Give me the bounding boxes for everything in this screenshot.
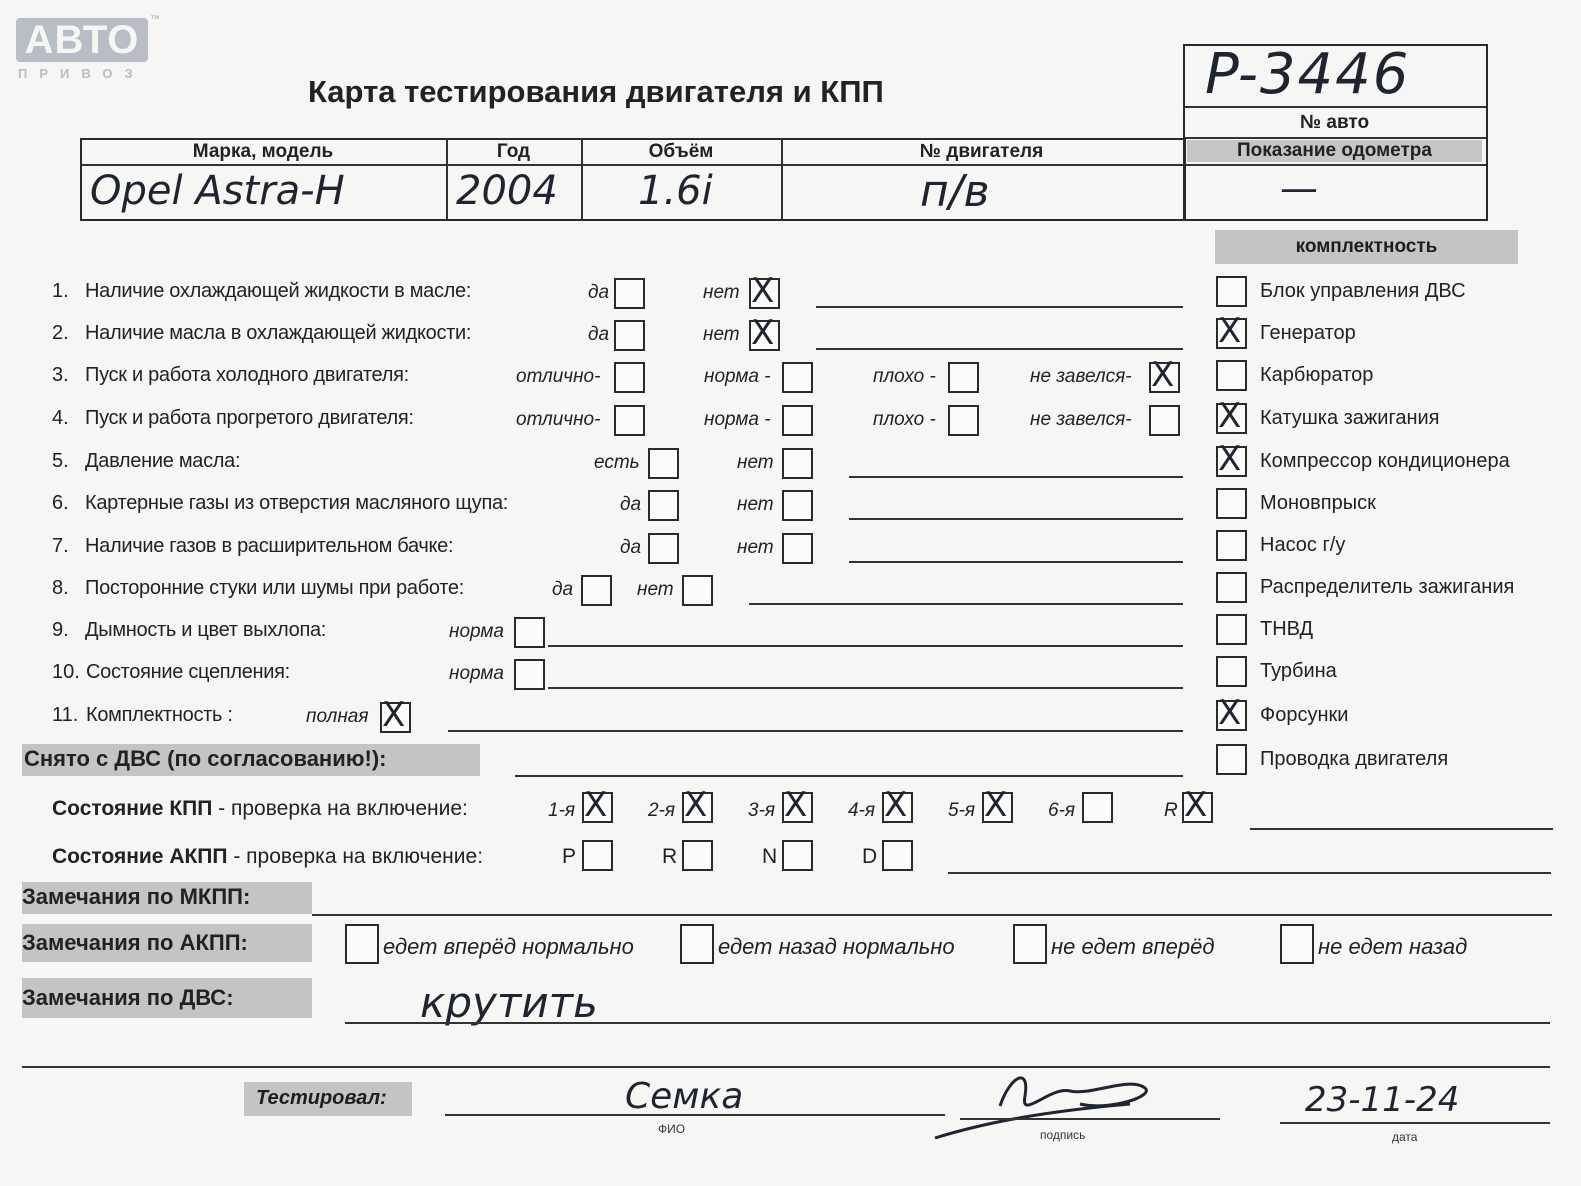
kit-item-label: Блок управления ДВС xyxy=(1260,280,1466,302)
option-checkbox[interactable] xyxy=(948,405,979,436)
volume-label: Объём xyxy=(648,141,714,162)
answer-line xyxy=(548,645,1183,647)
tester-name: Семка xyxy=(625,1076,744,1117)
option-label: да xyxy=(620,537,642,558)
notes-akpp-label: Замечания по АКПП: xyxy=(22,930,248,955)
kpp-gear-label: R xyxy=(1164,800,1178,821)
option-label: полная xyxy=(306,706,369,727)
logo-trademark: ™ xyxy=(150,14,160,25)
kit-checkbox-9[interactable] xyxy=(1216,656,1247,687)
question-number: 10. xyxy=(52,661,80,683)
kpp-gear-label: 2-я xyxy=(648,800,676,821)
notes-mkpp-label: Замечания по МКПП: xyxy=(22,884,251,909)
car-number-label: № авто xyxy=(1299,112,1370,133)
question-text: Картерные газы из отверстия масляного щупа: xyxy=(85,492,509,514)
logo: АВТО xyxy=(16,18,148,62)
option-label: нет xyxy=(737,452,774,473)
option-label: отлично- xyxy=(516,366,601,387)
option-checkbox[interactable] xyxy=(648,533,679,564)
option-checkbox[interactable] xyxy=(782,362,813,393)
question-number: 4. xyxy=(52,407,69,429)
akpp-mode-label: R xyxy=(662,845,678,868)
option-checkbox[interactable] xyxy=(514,617,545,648)
question-text: Наличие охлаждающей жидкости в масле: xyxy=(85,280,472,302)
kit-checkbox-7[interactable] xyxy=(1216,572,1247,603)
kpp-gear-label: 4-я xyxy=(848,800,876,821)
check-mark: X xyxy=(984,785,1008,825)
kit-item-label: Компрессор кондиционера xyxy=(1260,450,1510,472)
check-mark: X xyxy=(751,271,775,311)
akpp-mode-label: N xyxy=(762,845,778,868)
option-checkbox[interactable] xyxy=(648,448,679,479)
check-mark: X xyxy=(584,785,608,825)
notes-dvs-label: Замечания по ДВС: xyxy=(22,985,234,1010)
check-mark: X xyxy=(1218,693,1242,733)
date-label: дата xyxy=(1392,1130,1418,1144)
kit-item-label: ТНВД xyxy=(1260,618,1314,640)
akpp-mode-label: P xyxy=(562,845,577,868)
check-mark: X xyxy=(1218,439,1242,479)
kpp-gear-label: 3-я xyxy=(748,800,776,821)
option-checkbox[interactable] xyxy=(782,448,813,479)
check-mark: X xyxy=(1218,396,1242,436)
akpp-mode-checkbox[interactable] xyxy=(882,840,913,871)
check-mark: X xyxy=(382,695,406,735)
option-label: нет xyxy=(637,579,674,600)
question-number: 9. xyxy=(52,619,69,641)
option-label: да xyxy=(620,494,642,515)
question-text: Комплектность : xyxy=(86,704,233,726)
notes-dvs-value: крутить xyxy=(420,978,598,1027)
kit-checkbox-8[interactable] xyxy=(1216,614,1247,645)
akpp-note-checkbox[interactable] xyxy=(345,924,379,964)
option-checkbox[interactable] xyxy=(1149,405,1180,436)
question-number: 6. xyxy=(52,492,69,514)
option-label: не завелся- xyxy=(1030,366,1132,387)
akpp-mode-label: D xyxy=(862,845,878,868)
option-label: да xyxy=(588,324,610,345)
kpp-gear-label: 1-я xyxy=(548,800,576,821)
option-checkbox[interactable] xyxy=(782,405,813,436)
kit-item-label: Распределитель зажигания xyxy=(1260,576,1515,598)
make-model-label: Марка, модель xyxy=(192,141,334,162)
odometer-label: Показание одометра xyxy=(1237,140,1432,161)
akpp-label: Состояние АКПП - проверка на включение: xyxy=(52,845,484,868)
make-model-value: Opel Astra-H xyxy=(90,168,345,214)
logo-subtitle: ПРИВОЗ xyxy=(18,66,145,81)
option-checkbox[interactable] xyxy=(614,320,645,351)
signature-label: подпись xyxy=(1040,1128,1086,1142)
kit-item-label: Моновпрыск xyxy=(1260,492,1376,514)
akpp-note-label: не едет назад xyxy=(1318,934,1468,959)
option-checkbox[interactable] xyxy=(614,278,645,309)
option-label: не завелся- xyxy=(1030,409,1132,430)
option-label: отлично- xyxy=(516,409,601,430)
answer-line xyxy=(849,561,1183,563)
option-checkbox[interactable] xyxy=(948,362,979,393)
answer-line xyxy=(448,730,1183,732)
check-mark: X xyxy=(1184,785,1208,825)
question-number: 1. xyxy=(52,280,69,302)
engine-no-label: № двигателя xyxy=(919,141,1044,162)
odometer-value: — xyxy=(1280,166,1318,210)
kit-checkbox-2[interactable] xyxy=(1216,360,1247,391)
question-number: 2. xyxy=(52,322,69,344)
check-mark: X xyxy=(784,785,808,825)
year-label: Год xyxy=(496,141,531,162)
option-label: норма - xyxy=(704,366,771,387)
answer-line xyxy=(749,603,1183,605)
question-text: Состояние сцепления: xyxy=(86,661,290,683)
tested-by-label: Тестировал: xyxy=(256,1087,387,1109)
option-checkbox[interactable] xyxy=(782,533,813,564)
option-checkbox[interactable] xyxy=(682,575,713,606)
question-text: Дымность и цвет выхлопа: xyxy=(85,619,327,641)
kit-item-label: Насос г/у xyxy=(1260,534,1346,556)
option-label: норма xyxy=(449,621,504,642)
option-label: норма xyxy=(449,663,504,684)
kpp-gear-checkbox[interactable] xyxy=(1082,792,1113,823)
test-date: 23-11-24 xyxy=(1305,1080,1460,1120)
option-label: плохо - xyxy=(873,366,936,387)
akpp-note-label: едет назад нормально xyxy=(718,934,955,959)
option-label: есть xyxy=(594,452,640,473)
check-mark: X xyxy=(751,313,775,353)
option-label: нет xyxy=(703,282,740,303)
akpp-mode-checkbox[interactable] xyxy=(782,840,813,871)
question-text: Посторонние стуки или шумы при работе: xyxy=(85,577,464,599)
question-text: Наличие масла в охлаждающей жидкости: xyxy=(85,322,472,344)
option-checkbox[interactable] xyxy=(581,575,612,606)
question-text: Пуск и работа прогретого двигателя: xyxy=(85,407,414,429)
volume-value: 1.6i xyxy=(638,168,713,214)
question-number: 8. xyxy=(52,577,69,599)
question-number: 11. xyxy=(52,704,79,726)
kit-item-label: Катушка зажигания xyxy=(1260,407,1440,429)
akpp-note-checkbox[interactable] xyxy=(680,924,714,964)
check-mark: X xyxy=(1218,311,1242,351)
option-label: да xyxy=(552,579,574,600)
kit-checkbox-6[interactable] xyxy=(1216,530,1247,561)
option-label: плохо - xyxy=(873,409,936,430)
removed-label: Снято с ДВС (по согласованию!): xyxy=(24,746,387,771)
answer-line xyxy=(816,348,1183,350)
answer-line xyxy=(548,687,1183,689)
question-text: Пуск и работа холодного двигателя: xyxy=(85,364,409,386)
check-mark: X xyxy=(684,785,708,825)
kpp-gear-label: 5-я xyxy=(948,800,976,821)
option-label: нет xyxy=(737,494,774,515)
option-checkbox[interactable] xyxy=(614,405,645,436)
question-number: 3. xyxy=(52,364,69,386)
kit-item-label: Проводка двигателя xyxy=(1260,748,1449,770)
kpp-label: Состояние КПП - проверка на включение: xyxy=(52,797,468,820)
akpp-note-checkbox[interactable] xyxy=(1280,924,1314,964)
kit-item-label: Карбюратор xyxy=(1260,364,1374,386)
check-mark: X xyxy=(884,785,908,825)
year-value: 2004 xyxy=(456,168,558,214)
question-text: Наличие газов в расширительном бачке: xyxy=(85,535,454,557)
kit-item-label: Генератор xyxy=(1260,322,1356,344)
kpp-gear-label: 6-я xyxy=(1048,800,1076,821)
option-checkbox[interactable] xyxy=(614,362,645,393)
option-label: нет xyxy=(703,324,740,345)
check-mark: X xyxy=(1151,355,1175,395)
kit-checkbox-11[interactable] xyxy=(1216,744,1247,775)
question-number: 5. xyxy=(52,450,69,472)
akpp-mode-checkbox[interactable] xyxy=(682,840,713,871)
kit-item-label: Турбина xyxy=(1260,660,1337,682)
akpp-note-label: не едет вперёд xyxy=(1051,934,1215,959)
option-label: норма - xyxy=(704,409,771,430)
kit-item-label: Форсунки xyxy=(1260,704,1349,726)
question-number: 7. xyxy=(52,535,69,557)
option-label: да xyxy=(588,282,610,303)
kit-checkbox-0[interactable] xyxy=(1216,276,1247,307)
akpp-note-label: едет вперёд нормально xyxy=(383,934,634,959)
option-checkbox[interactable] xyxy=(648,490,679,521)
question-text: Давление масла: xyxy=(85,450,241,472)
form-title: Карта тестирования двигателя и КПП xyxy=(308,74,884,109)
engine-no-value: п/в xyxy=(920,166,990,217)
fio-label: ФИО xyxy=(658,1122,686,1136)
akpp-note-checkbox[interactable] xyxy=(1013,924,1047,964)
option-checkbox[interactable] xyxy=(782,490,813,521)
answer-line xyxy=(849,518,1183,520)
kit-header: комплектность xyxy=(1295,236,1438,257)
kit-checkbox-5[interactable] xyxy=(1216,488,1247,519)
option-label: нет xyxy=(737,537,774,558)
answer-line xyxy=(849,476,1183,478)
answer-line xyxy=(816,306,1183,308)
akpp-mode-checkbox[interactable] xyxy=(582,840,613,871)
option-checkbox[interactable] xyxy=(514,659,545,690)
car-number-value: P-3446 xyxy=(1205,42,1411,107)
